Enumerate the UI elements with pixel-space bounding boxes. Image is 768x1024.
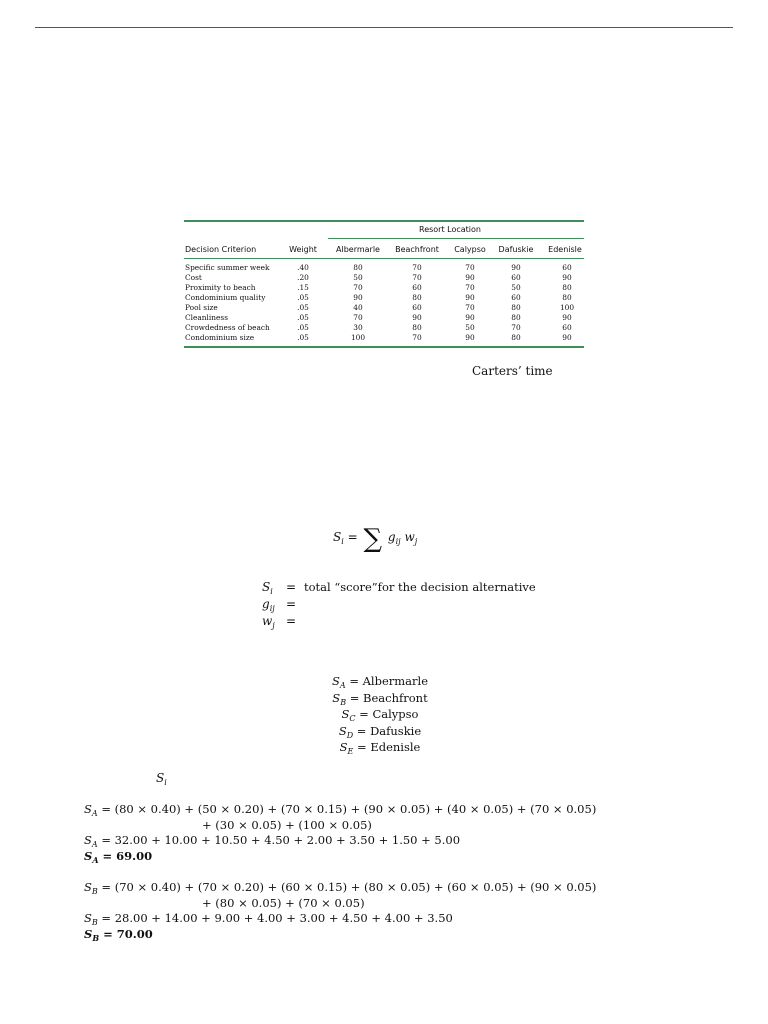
- alt-text: = Dafuskie: [356, 723, 422, 738]
- calc-symbol: S: [84, 911, 92, 925]
- score-cell: 90: [465, 293, 475, 302]
- top-divider: [35, 27, 733, 28]
- formula-w-sub: j: [414, 537, 418, 546]
- alt-text: = Calypso: [359, 707, 419, 721]
- def-text: total “score”for the decision alternative: [304, 580, 536, 594]
- alternatives-list: [310, 674, 450, 757]
- table-group-rule: [328, 238, 584, 239]
- weight-cell: .05: [297, 333, 309, 342]
- table-row: [184, 293, 584, 303]
- score-cell: 90: [511, 263, 521, 272]
- formula-w: w: [404, 530, 415, 544]
- score-cell: 70: [412, 263, 422, 272]
- calc-sub: A: [91, 809, 98, 818]
- calc-symbol: S: [84, 833, 92, 847]
- alt-sub: E: [347, 747, 354, 756]
- score-cell: 50: [511, 283, 521, 292]
- table-row: [184, 313, 584, 323]
- table-row: [184, 303, 584, 313]
- score-cell: 70: [412, 333, 422, 342]
- si-symbol: S: [156, 771, 165, 785]
- score-cell: 50: [465, 323, 475, 332]
- score-cell: 80: [562, 293, 572, 302]
- symbol-definitions: [262, 580, 536, 631]
- formula-g: g: [387, 530, 396, 544]
- calc-result: = 69.00: [98, 848, 153, 863]
- score-cell: 60: [511, 293, 521, 302]
- weight-cell: .05: [297, 303, 309, 312]
- def-symbol: S: [262, 580, 271, 594]
- calc-symbol: S: [84, 880, 92, 894]
- score-cell: 80: [511, 333, 521, 342]
- alternative-line: [310, 740, 450, 757]
- score-cell: 90: [465, 333, 475, 342]
- formula-g-sub: ij: [395, 537, 401, 546]
- score-cell: 90: [562, 313, 572, 322]
- alt-symbol: S: [338, 723, 347, 738]
- alt-symbol: S: [339, 740, 348, 754]
- score-cell: 70: [412, 273, 422, 282]
- table-body: [184, 263, 584, 343]
- calc-text: = 28.00 + 14.00 + 9.00 + 4.00 + 3.00 + 4.50 + 4.00 + 3.50: [97, 911, 453, 925]
- header-decision-criterion: Decision Criterion: [185, 245, 257, 254]
- score-cell: 90: [465, 273, 475, 282]
- alt-symbol: S: [341, 707, 350, 721]
- calc-symbol: S: [84, 802, 92, 816]
- header-weight: Weight: [289, 245, 317, 254]
- calc-symbol: S: [84, 926, 93, 941]
- table-header-rule: [184, 258, 584, 259]
- score-cell: 70: [465, 303, 475, 312]
- score-cell: 70: [511, 323, 521, 332]
- score-cell: 70: [353, 283, 363, 292]
- score-cell: 60: [412, 303, 422, 312]
- score-cell: 50: [353, 273, 363, 282]
- criterion-cell: Crowdedness of beach: [185, 323, 270, 332]
- score-cell: 100: [559, 303, 575, 312]
- def-op: =: [286, 614, 297, 628]
- calc-result-line: [84, 849, 596, 865]
- header-dafuskie: Dafuskie: [498, 245, 534, 254]
- calc-result-line: [84, 927, 596, 943]
- score-cell: 80: [562, 283, 572, 292]
- calc-sub: B: [92, 932, 100, 943]
- def-symbol: g: [262, 597, 270, 611]
- score-cell: 60: [412, 283, 422, 292]
- calc-text: = 32.00 + 10.00 + 10.50 + 4.50 + 2.00 + 3.50 + 1.50 + 5.00: [97, 833, 461, 847]
- def-sub: i: [270, 587, 273, 596]
- score-cell: 90: [412, 313, 422, 322]
- criterion-cell: Cost: [185, 273, 202, 282]
- criterion-cell: Condominium size: [185, 333, 255, 342]
- header-beachfront: Beachfront: [395, 245, 439, 254]
- table-row: [184, 283, 584, 293]
- calc-text: + (30 × 0.05) + (100 × 0.05): [202, 817, 372, 832]
- score-cell: 60: [511, 273, 521, 282]
- weight-cell: .15: [297, 283, 309, 292]
- alternative-line: [310, 691, 450, 708]
- summation-symbol: ∑: [363, 524, 383, 554]
- alt-symbol: S: [331, 674, 340, 688]
- calc-symbol: S: [84, 848, 93, 863]
- score-cell: 90: [465, 313, 475, 322]
- score-cell: 70: [465, 283, 475, 292]
- header-calypso: Calypso: [454, 245, 486, 254]
- alt-text: = Beachfront: [349, 690, 428, 705]
- alt-text: = Edenisle: [357, 740, 421, 754]
- criterion-cell: Pool size: [185, 303, 218, 312]
- score-cell: 90: [562, 273, 572, 282]
- score-cell: 80: [412, 323, 422, 332]
- table-row: [184, 263, 584, 273]
- definition-line: [262, 597, 536, 614]
- score-cell: 70: [353, 313, 363, 322]
- alt-sub: D: [346, 730, 354, 740]
- score-cell: 60: [562, 323, 572, 332]
- criterion-cell: Proximity to beach: [185, 283, 256, 292]
- calc-line: [84, 818, 596, 834]
- alt-symbol: S: [332, 690, 341, 705]
- calc-sub: B: [91, 887, 98, 896]
- calc-text: = (80 × 0.40) + (50 × 0.20) + (70 × 0.15) + (90 × 0.05) + (40 × 0.05) + (70 × 0.05): [97, 802, 597, 816]
- calc-line: [84, 880, 596, 896]
- header-edenisle: Edenisle: [548, 245, 582, 254]
- calc-result: = 70.00: [99, 926, 153, 941]
- calculation-albermarle: [84, 802, 596, 864]
- score-cell: 70: [465, 263, 475, 272]
- score-cell: 100: [350, 333, 366, 342]
- def-op: =: [286, 597, 297, 611]
- def-sub: j: [272, 621, 275, 630]
- table-row: [184, 323, 584, 333]
- criterion-cell: Cleanliness: [185, 313, 229, 322]
- calc-text: = (70 × 0.40) + (70 × 0.20) + (60 × 0.15) + (80 × 0.05) + (60 × 0.05) + (90 × 0.05): [97, 880, 597, 894]
- score-cell: 80: [511, 313, 521, 322]
- score-cell: 80: [511, 303, 521, 312]
- alternative-line: [310, 674, 450, 691]
- weight-cell: .40: [297, 263, 309, 272]
- table-group-title: Resort Location: [419, 225, 481, 234]
- score-cell: 80: [353, 263, 363, 272]
- formula-lhs-sub: i: [341, 537, 344, 546]
- calc-line: [84, 802, 596, 818]
- alternative-line: [310, 724, 450, 741]
- si-sub: i: [164, 778, 167, 787]
- def-symbol: w: [262, 614, 273, 628]
- formula-equals: =: [347, 530, 358, 544]
- score-cell: 40: [353, 303, 363, 312]
- calc-sub: A: [92, 854, 99, 865]
- score-cell: 30: [353, 323, 363, 332]
- weight-cell: .20: [297, 273, 309, 282]
- definition-line: [262, 614, 536, 631]
- weight-cell: .05: [297, 313, 309, 322]
- weight-cell: .05: [297, 293, 309, 302]
- alt-sub: A: [339, 681, 346, 690]
- score-formula: [333, 524, 417, 554]
- definition-line: [262, 580, 536, 597]
- calc-line: [84, 896, 596, 912]
- weight-cell: .05: [297, 323, 309, 332]
- header-albermarle: Albermarle: [336, 245, 380, 254]
- formula-lhs: S: [333, 530, 342, 544]
- alt-text: = Albermarle: [349, 674, 428, 688]
- score-cell: 60: [562, 263, 572, 272]
- table-row: [184, 333, 584, 343]
- def-op: =: [286, 580, 297, 594]
- alt-sub: C: [349, 714, 356, 723]
- calculation-beachfront: [84, 880, 596, 942]
- score-cell: 90: [562, 333, 572, 342]
- table-row: [184, 273, 584, 283]
- table-caption: Carters’ time: [472, 364, 553, 378]
- table-bottom-rule: [184, 346, 584, 348]
- table-top-rule: [184, 220, 584, 222]
- def-sub: ij: [269, 604, 275, 613]
- score-cell: 80: [412, 293, 422, 302]
- calc-line: [84, 911, 596, 927]
- calc-sub: B: [91, 918, 98, 927]
- calc-line: [84, 833, 596, 849]
- criterion-cell: Condominium quality: [185, 293, 266, 302]
- criterion-cell: Specific summer week: [185, 263, 270, 272]
- alt-sub: B: [340, 697, 347, 707]
- si-label: [156, 771, 167, 787]
- calc-text: + (80 × 0.05) + (70 × 0.05): [202, 895, 365, 910]
- calc-sub: A: [91, 840, 98, 849]
- score-cell: 90: [353, 293, 363, 302]
- alternative-line: [310, 707, 450, 724]
